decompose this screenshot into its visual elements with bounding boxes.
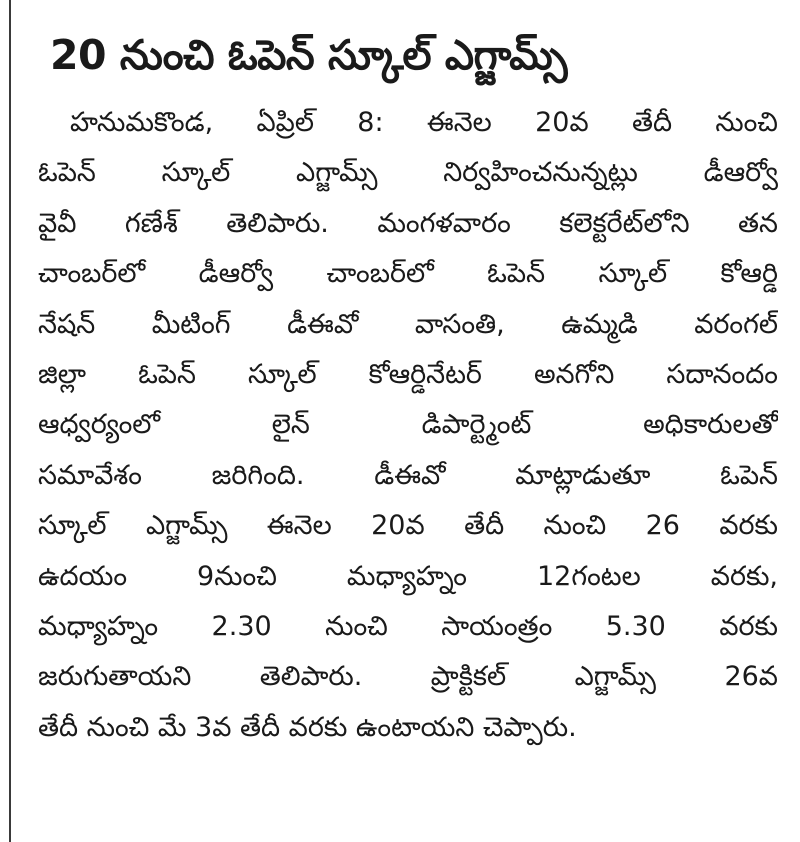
column-divider: [9, 0, 11, 842]
body-line: నేషన్ మీటింగ్ డీఈవో వాసంతి, ఉమ్మడి వరంగల్: [38, 308, 778, 340]
body-line: జరుగుతాయని తెలిపారు. ప్రాక్టికల్ ఎగ్జామ్స్ 26వ: [38, 661, 778, 693]
body-line: ఓపెన్ స్కూల్ ఎగ్జామ్స్ నిర్వహించనున్నట్లు డీఆర్వో: [38, 157, 778, 189]
news-article: [38, 16, 778, 753]
article-headline: 20 నుంచి ఓపెన్ స్కూల్ ఎగ్జామ్స్: [50, 31, 568, 79]
body-line: చాంబర్‌లో డీఆర్వో చాంబర్‌లో ఓపెన్ స్కూల్ కోఆర్డి: [38, 258, 778, 290]
body-line: తేదీ నుంచి మే 3వ తేదీ వరకు ఉంటాయని చెప్పారు.: [38, 711, 577, 743]
body-line: వైవీ గణేశ్ తెలిపారు. మంగళవారం కలెక్టరేట్‌లోని తన: [38, 207, 778, 239]
body-line: ఉదయం 9నుంచి మధ్యాహ్నం 12గంటల వరకు,: [38, 560, 778, 592]
body-line: ఆధ్వర్యంలో లైన్ డిపార్ట్మెంట్ అధికారులతో: [38, 409, 778, 441]
article-body: [38, 98, 778, 753]
body-line: మధ్యాహ్నం 2.30 నుంచి సాయంత్రం 5.30 వరకు: [38, 610, 778, 642]
body-line: సమావేశం జరిగింది. డీఈవో మాట్లాడుతూ ఓపెన్: [38, 459, 778, 491]
body-line: హనుమకొండ, ఏప్రిల్ 8: ఈనెల 20వ తేదీ నుంచి: [70, 107, 778, 138]
body-line: జిల్లా ఓపెన్ స్కూల్ కోఆర్డినేటర్ అనగోని సదానందం: [38, 358, 778, 390]
body-line: స్కూల్ ఎగ్జామ్స్ ఈనెల 20వ తేదీ నుంచి 26 వరకు: [38, 510, 778, 542]
